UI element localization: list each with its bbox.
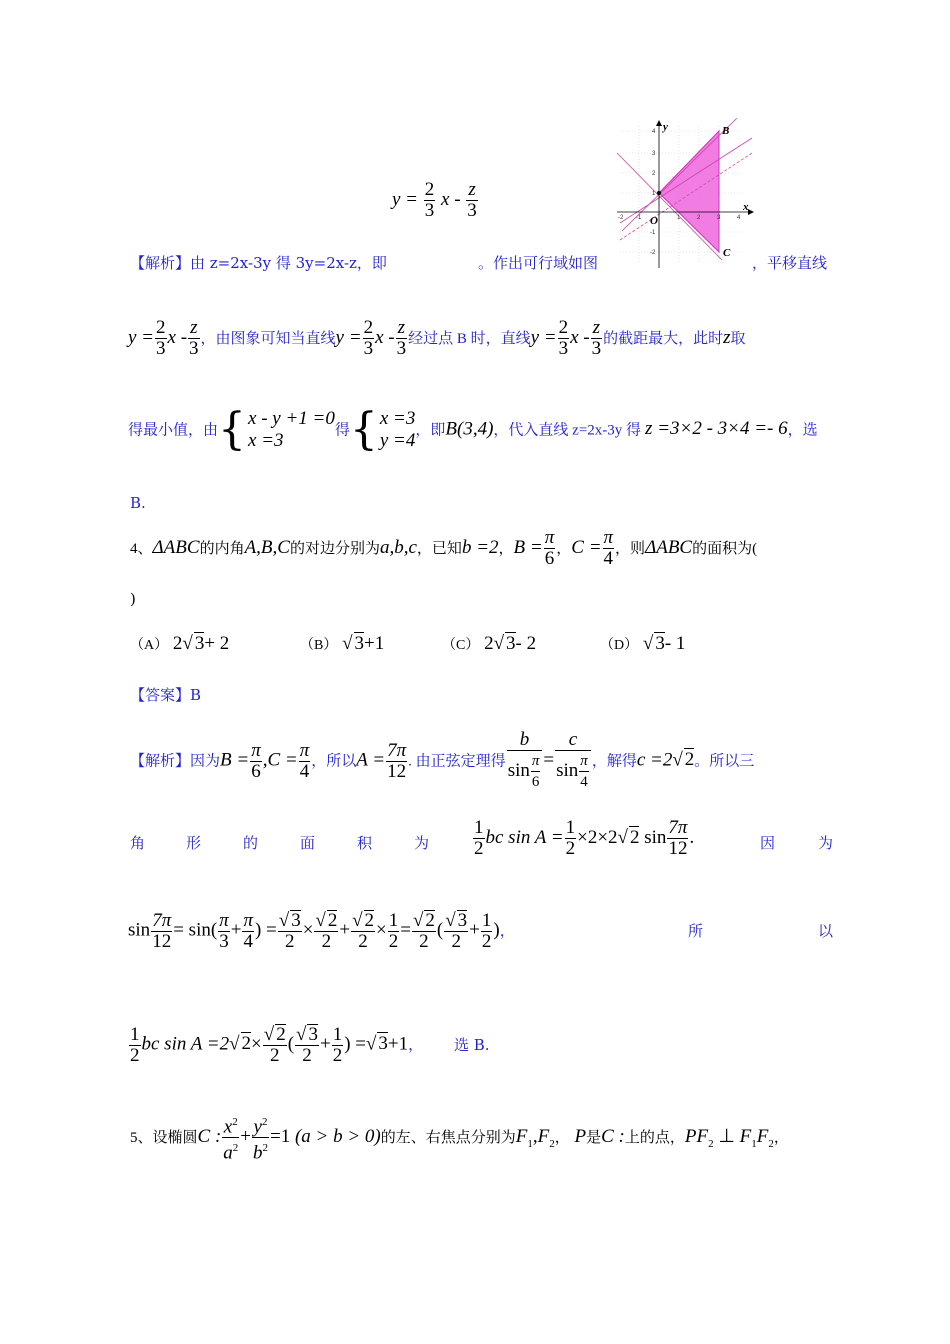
x-tick: 4: [737, 215, 741, 221]
solution-line-3: 得最小值，由{ x - y +1 =0 x =3 得{ x =3 y =4 ，即B(3,4)，代入直线 z=2x-3y 得 z =3×2 - 3×4 =- 6，选: [128, 404, 818, 455]
fraction: $\frac{z}{3}$: [467, 179, 477, 221]
analysis-tag: 【解析】: [130, 254, 191, 272]
option-d[interactable]: （D） √ 3- 1: [600, 633, 686, 654]
x-tick: -2: [618, 215, 624, 221]
spaced-char: 因: [760, 834, 776, 852]
spaced-char: 为: [414, 834, 430, 852]
option-a[interactable]: （A） 2√ 3+ 2: [130, 633, 230, 654]
solution-line-2: y = $\frac{2}{3}$ x - $\frac{z}{3}$ ，由图象可知当直线y = $\frac{2}{3}$ x - $\frac{z}{3}$ 经过点 B 时，直线y = $\frac{2}{3}$ x - $\frac{z}{3}$ 的截距最大，此时z取: [128, 317, 746, 359]
y-tick: -2: [650, 250, 656, 256]
x-tick: 2: [697, 215, 701, 221]
choose-b: 选 B.: [454, 1036, 490, 1054]
spaced-char: 形: [186, 834, 202, 852]
feasible-region-figure: [612, 118, 757, 270]
point-c-label: C: [723, 247, 731, 259]
x-tick: 3: [717, 215, 721, 221]
point-b-label: B: [722, 125, 730, 137]
spaced-char: 所: [688, 922, 704, 940]
y-tick: 1: [652, 191, 656, 197]
x-tick: -1: [636, 215, 642, 221]
origin-label: O: [650, 215, 658, 227]
solution-line-1b: 。作出可行域如图: [478, 254, 599, 272]
y-tick: 3: [652, 151, 656, 157]
question-5: 5、设椭圆C : $\frac{x^2}{a^2}$ + $\frac{y^2}{b^2}$ =1 (a > b > 0)的左、右焦点分别为$F_1,F_2$， P是C :上的点，$PF_2$ ⊥ $F_1F_2$，: [130, 1112, 789, 1164]
spaced-char: 的: [243, 834, 259, 852]
question-4: 4、ΔABC的内角A,B,C的对边分别为a,b,c，已知b =2，B = $\frac{\pi}{6}$ ，C = $\frac{\pi}{4}$ ，则ΔABC的面积为(: [130, 527, 758, 569]
origin-point: [657, 191, 661, 195]
answer: 【答案】B: [130, 686, 202, 704]
y-axis-label: y: [663, 121, 668, 133]
y-tick: 4: [652, 129, 656, 135]
area-formula-1: $\frac{1}{2}$ bc sin A = $\frac{1}{2}$ ×2×2√ 2 sin $\frac{7\pi}{12}$ .: [474, 817, 695, 859]
y-tick: -1: [650, 230, 656, 236]
solution-line-4: B.: [130, 494, 146, 512]
feasible-region: [659, 131, 719, 252]
spaced-char: 为: [818, 834, 834, 852]
spaced-char: 角: [130, 834, 146, 852]
x-axis-label: x: [743, 201, 749, 213]
option-c[interactable]: （C） 2√ 3- 2: [442, 633, 537, 654]
spaced-char: 面: [300, 834, 316, 852]
spaced-char: 积: [357, 834, 373, 852]
solution-line-1c: ，平移直线: [752, 254, 828, 272]
question-4-close: ): [130, 590, 136, 608]
sin-expansion: sin $\frac{7\pi}{12}$ = sin( $\frac{\pi}{3}$ + $\frac{\pi}{4}$ ) = $\frac{√ 3}{2}$ × $\frac{√ 2}{2}$ + $\frac{√ 2}{2}$ × $\frac{1}{2}$ = $\frac{√ 2}{2}$ ( $\frac{√ 3}{2}$ + $\frac{1}{2}$ )，: [128, 909, 515, 952]
intro-formula: y = $\frac{2}{3}$ x - $\frac{z}{3}$: [392, 179, 477, 221]
spaced-char: 以: [818, 922, 834, 940]
solution-line-1: 【解析】由 z=2x-3y 得 3y=2x-z，即: [130, 254, 387, 272]
y-tick: 2: [652, 171, 656, 177]
x-tick: 1: [677, 215, 681, 221]
fraction: $\frac{2}{3}$: [424, 179, 435, 221]
formula-lhs: y =: [392, 188, 419, 210]
x-axis-arrow: [748, 209, 754, 215]
solution-q4-line-1: 【解析】因为B = $\frac{\pi}{6}$ ,C = $\frac{\pi}{4}$ ，所以A = $\frac{7\pi}{12}$ . 由正弦定理得 b sin $\frac{\pi}{6}$ = c sin $\frac{\pi}{4}$ ，解得c =2√ 2。所以三: [130, 729, 755, 790]
area-formula-2: $\frac{1}{2}$ bc sin A =2√ 2× $\frac{√ 2}{2}$ ( $\frac{√ 3}{2}$ + $\frac{1}{2}$ ) =√ 3+1，: [130, 1023, 424, 1066]
y-axis-arrow: [656, 120, 662, 126]
option-b[interactable]: （B） √ 3+1: [300, 633, 385, 654]
